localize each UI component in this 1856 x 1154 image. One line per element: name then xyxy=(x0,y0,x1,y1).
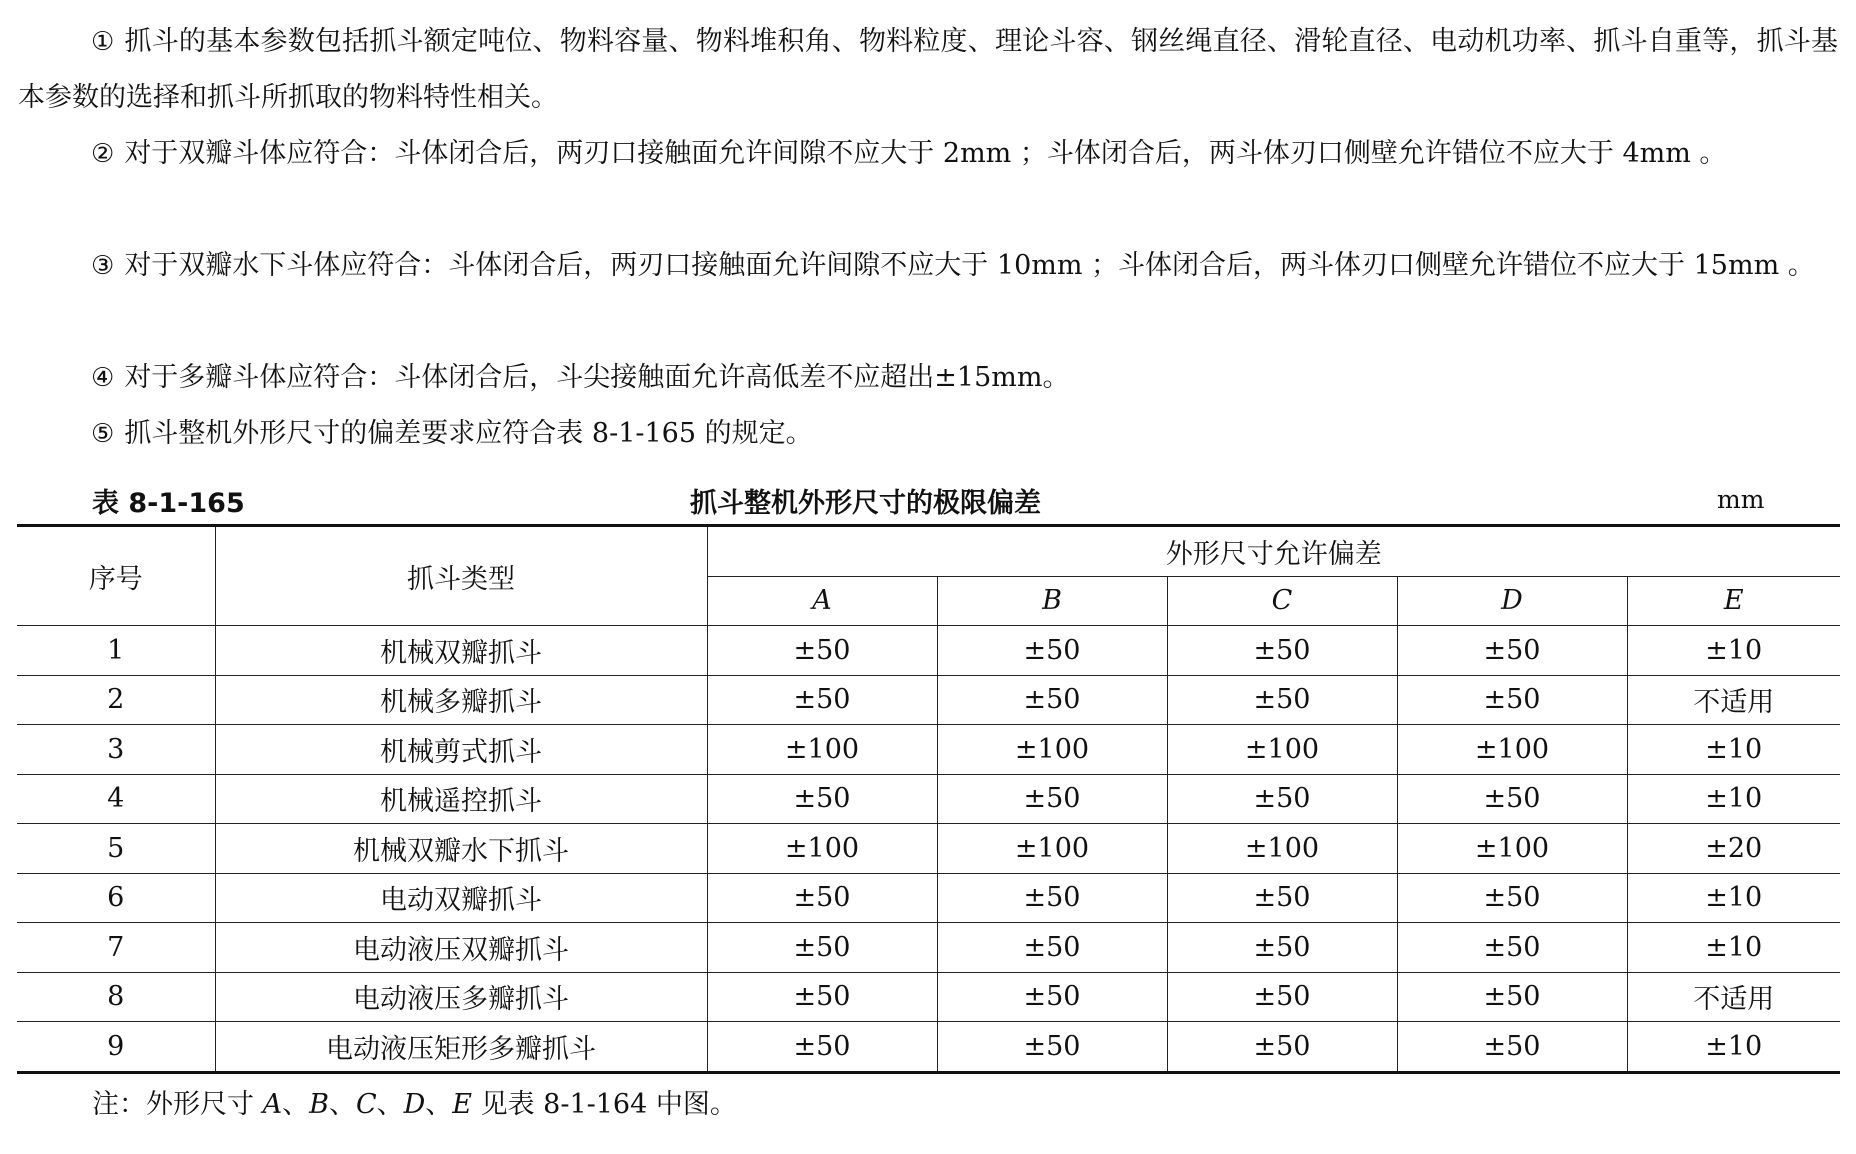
table-row xyxy=(17,675,1840,725)
paragraph-1 xyxy=(18,14,1838,126)
cell-e: 不适用 xyxy=(1627,675,1840,725)
table-caption xyxy=(0,475,1856,519)
paragraph-text: 抓斗的基本参数包括抓斗额定吨位、物料容量、物料堆积角、物料粒度、理论斗容、钢丝绳直径、滑轮直径、电动机功率、抓斗自重等，抓斗基本参数的选择和抓斗所抓取的物料特性相关。 xyxy=(18,26,1838,113)
cell-d: ±100 xyxy=(1397,824,1627,874)
cell-c: ±50 xyxy=(1167,972,1397,1022)
cell-a: ±50 xyxy=(707,873,937,923)
cell-type: 机械双瓣抓斗 xyxy=(215,626,707,676)
cell-seq: 3 xyxy=(17,725,215,775)
note-letter-d: D xyxy=(403,1089,426,1120)
cell-b: ±50 xyxy=(937,675,1167,725)
cell-e: 不适用 xyxy=(1627,972,1840,1022)
note-sep: 、 xyxy=(282,1089,310,1120)
cell-d: ±100 xyxy=(1397,725,1627,775)
cell-d: ±50 xyxy=(1397,1022,1627,1073)
paragraph-3 xyxy=(18,238,1838,294)
cell-e: ±10 xyxy=(1627,774,1840,824)
cell-d: ±50 xyxy=(1397,675,1627,725)
cell-seq: 6 xyxy=(17,873,215,923)
table-note xyxy=(92,1082,737,1121)
header-col-e: E xyxy=(1627,576,1840,626)
deviation-table xyxy=(17,524,1840,1074)
cell-c: ±50 xyxy=(1167,923,1397,973)
paragraph-text: 对于双瓣斗体应符合：斗体闭合后，两刃口接触面允许间隙不应大于 2mm ；斗体闭合后，两斗体刃口侧壁允许错位不应大于 4mm 。 xyxy=(124,138,1727,169)
paragraph-marker: ② xyxy=(91,139,115,169)
note-letter-a: A xyxy=(262,1089,283,1120)
paragraph-text: 对于多瓣斗体应符合：斗体闭合后，斗尖接触面允许高低差不应超出±15mm。 xyxy=(124,362,1070,393)
cell-type: 电动液压矩形多瓣抓斗 xyxy=(215,1022,707,1073)
cell-a: ±50 xyxy=(707,923,937,973)
cell-c: ±50 xyxy=(1167,774,1397,824)
cell-d: ±50 xyxy=(1397,626,1627,676)
cell-c: ±100 xyxy=(1167,725,1397,775)
header-seq: 序号 xyxy=(17,526,215,626)
cell-type: 机械遥控抓斗 xyxy=(215,774,707,824)
note-letter-c: C xyxy=(355,1089,377,1120)
cell-b: ±50 xyxy=(937,626,1167,676)
table-row xyxy=(17,873,1840,923)
header-col-d: D xyxy=(1397,576,1627,626)
cell-seq: 4 xyxy=(17,774,215,824)
header-col-b: B xyxy=(937,576,1167,626)
table-row xyxy=(17,1022,1840,1073)
cell-e: ±20 xyxy=(1627,824,1840,874)
cell-type: 电动双瓣抓斗 xyxy=(215,873,707,923)
cell-type: 机械剪式抓斗 xyxy=(215,725,707,775)
cell-type: 机械多瓣抓斗 xyxy=(215,675,707,725)
header-group: 外形尺寸允许偏差 xyxy=(707,526,1840,577)
table-row xyxy=(17,972,1840,1022)
table-unit: mm xyxy=(1717,485,1765,514)
paragraph-marker: ③ xyxy=(91,251,115,281)
cell-seq: 9 xyxy=(17,1022,215,1073)
cell-b: ±50 xyxy=(937,1022,1167,1073)
table-row xyxy=(17,774,1840,824)
cell-e: ±10 xyxy=(1627,923,1840,973)
note-sep: 、 xyxy=(425,1089,453,1120)
note-sep: 、 xyxy=(328,1089,356,1120)
cell-e: ±10 xyxy=(1627,1022,1840,1073)
header-type: 抓斗类型 xyxy=(215,526,707,626)
cell-c: ±50 xyxy=(1167,675,1397,725)
cell-b: ±50 xyxy=(937,972,1167,1022)
cell-a: ±50 xyxy=(707,1022,937,1073)
cell-c: ±100 xyxy=(1167,824,1397,874)
table-row xyxy=(17,725,1840,775)
cell-d: ±50 xyxy=(1397,873,1627,923)
cell-a: ±50 xyxy=(707,972,937,1022)
table-row xyxy=(17,824,1840,874)
cell-b: ±100 xyxy=(937,824,1167,874)
cell-seq: 2 xyxy=(17,675,215,725)
header-col-c: C xyxy=(1167,576,1397,626)
cell-a: ±50 xyxy=(707,626,937,676)
cell-seq: 1 xyxy=(17,626,215,676)
note-sep: 、 xyxy=(376,1089,404,1120)
note-suffix: 见表 8-1-164 中图。 xyxy=(471,1089,737,1120)
table-row xyxy=(17,626,1840,676)
cell-d: ±50 xyxy=(1397,972,1627,1022)
cell-b: ±50 xyxy=(937,923,1167,973)
cell-a: ±100 xyxy=(707,824,937,874)
note-letter-b: B xyxy=(309,1089,329,1120)
cell-b: ±100 xyxy=(937,725,1167,775)
cell-b: ±50 xyxy=(937,774,1167,824)
note-prefix: 注：外形尺寸 xyxy=(92,1089,263,1120)
paragraph-text: 抓斗整机外形尺寸的偏差要求应符合表 8-1-165 的规定。 xyxy=(124,418,813,449)
cell-type: 电动液压多瓣抓斗 xyxy=(215,972,707,1022)
cell-c: ±50 xyxy=(1167,873,1397,923)
cell-a: ±50 xyxy=(707,774,937,824)
cell-seq: 7 xyxy=(17,923,215,973)
cell-c: ±50 xyxy=(1167,1022,1397,1073)
paragraph-marker: ⑤ xyxy=(91,419,115,449)
cell-a: ±100 xyxy=(707,725,937,775)
cell-e: ±10 xyxy=(1627,725,1840,775)
note-letter-e: E xyxy=(452,1089,472,1120)
table-number: 表 8-1-165 xyxy=(92,488,245,519)
cell-type: 机械双瓣水下抓斗 xyxy=(215,824,707,874)
paragraph-5 xyxy=(18,406,1838,462)
cell-e: ±10 xyxy=(1627,626,1840,676)
paragraph-4 xyxy=(18,350,1838,406)
paragraph-2 xyxy=(18,126,1838,182)
cell-a: ±50 xyxy=(707,675,937,725)
paragraph-marker: ① xyxy=(91,27,115,57)
paragraph-text: 对于双瓣水下斗体应符合：斗体闭合后，两刃口接触面允许间隙不应大于 10mm ；斗体闭合后，两斗体刃口侧壁允许错位不应大于 15mm 。 xyxy=(124,250,1815,281)
paragraph-marker: ④ xyxy=(91,363,115,393)
cell-seq: 8 xyxy=(17,972,215,1022)
cell-c: ±50 xyxy=(1167,626,1397,676)
cell-d: ±50 xyxy=(1397,774,1627,824)
header-col-a: A xyxy=(707,576,937,626)
cell-b: ±50 xyxy=(937,873,1167,923)
cell-seq: 5 xyxy=(17,824,215,874)
cell-e: ±10 xyxy=(1627,873,1840,923)
table-row xyxy=(17,923,1840,973)
cell-type: 电动液压双瓣抓斗 xyxy=(215,923,707,973)
cell-d: ±50 xyxy=(1397,923,1627,973)
table-title: 抓斗整机外形尺寸的极限偏差 xyxy=(690,488,1041,519)
